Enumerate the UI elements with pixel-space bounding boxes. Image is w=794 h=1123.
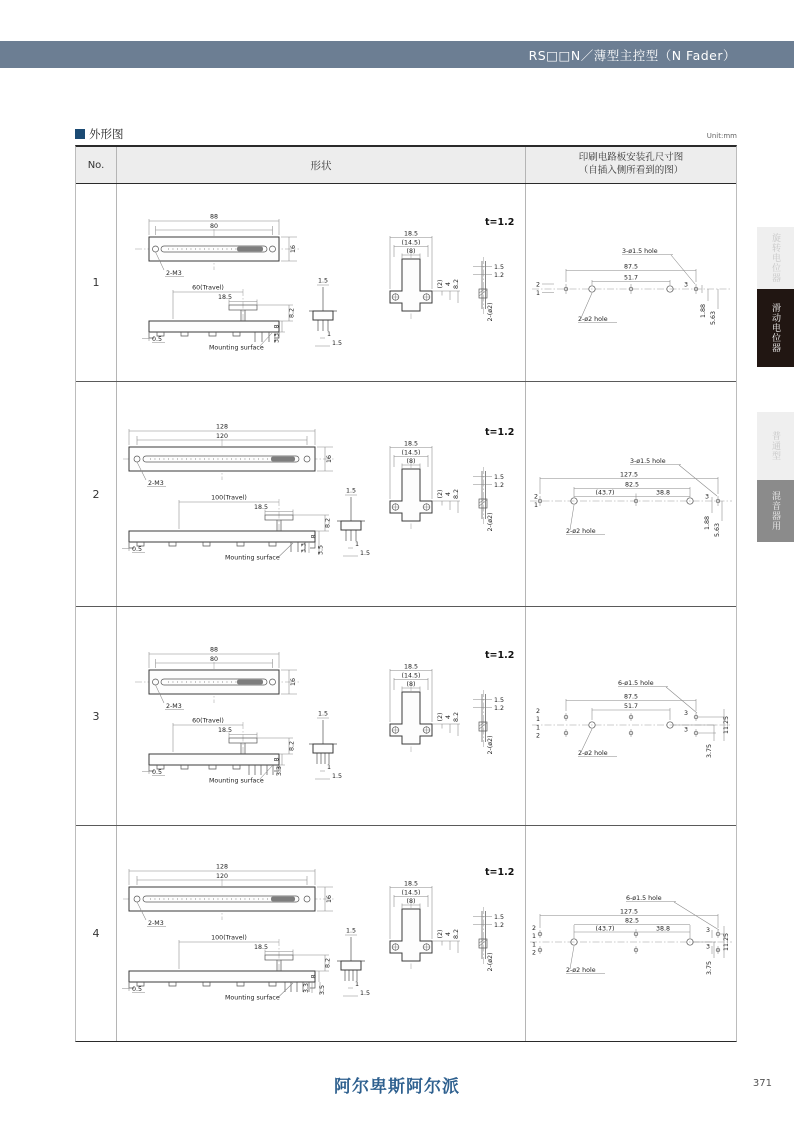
dim-overall: 88 <box>209 213 219 220</box>
sidebar-tab-slide-potentiometer: 滑动电位器 <box>757 289 794 367</box>
page-number: 371 <box>752 1078 772 1089</box>
pcb-dim-len: 87.5 <box>623 263 639 271</box>
sec-dim-w1: 18.5 <box>403 230 419 237</box>
pcb-dim-v2: 11.25 <box>723 715 730 734</box>
pcb-dim-l1: 2 <box>533 493 538 500</box>
dim-pin2: 1.5 <box>332 339 343 347</box>
sec-dim-s2: 1.2 <box>494 921 505 929</box>
sec-dim-v2: 4 <box>445 931 452 936</box>
sec-dim-v1: (2) <box>437 489 444 499</box>
sec-dim-w1: 18.5 <box>403 880 419 887</box>
thickness-label: t=1.2 <box>485 216 515 228</box>
dim-pin1: 1 <box>355 980 360 988</box>
sec-dim-v3: 8.2 <box>453 278 460 289</box>
dim-foot2: 3.5 <box>319 984 326 995</box>
pcb-dim-v2: 5.63 <box>714 522 721 537</box>
sec-dim-v2: 4 <box>445 281 452 286</box>
pcb-dim-l1: 2 <box>535 281 540 289</box>
sidebar-tab-standard-type: 普通型 <box>757 412 794 480</box>
sec-dim-v2: 4 <box>445 714 452 720</box>
section-header <box>75 126 737 142</box>
pcb-dim-v2: 11.25 <box>723 932 730 952</box>
dim-inner: 80 <box>209 656 219 663</box>
dim-edge: 0.5 <box>152 335 163 343</box>
pcb-dim-l2: 1 <box>535 290 540 297</box>
row-number: 4 <box>76 826 117 1041</box>
big-holes-label: 2-ø2 hole <box>578 749 608 757</box>
pcb-dim-v1: 1.88 <box>704 515 711 530</box>
sec-dim-s2: 1.2 <box>494 705 505 712</box>
unit-label: Unit:mm <box>706 132 737 140</box>
thickness-label: t=1.2 <box>485 650 515 661</box>
pcb-dim-l4: 2 <box>535 732 540 739</box>
col-header-no: No. <box>76 147 117 183</box>
mounting-surface-label: Mounting surface <box>225 994 280 1001</box>
dim-pin1: 1 <box>327 764 332 771</box>
pcb-dim-seg2: 38.8 <box>655 925 671 933</box>
dim-foot: 3.3 <box>303 982 310 993</box>
dim-overall: 128 <box>215 423 229 431</box>
dim-height: 16 <box>290 244 297 253</box>
sec-dim-v2: 4 <box>445 491 452 497</box>
small-holes-label: 3-ø1.5 hole <box>622 248 658 255</box>
dim-edge: 0.5 <box>152 769 163 776</box>
dim-foot2: 3.5 <box>317 544 325 556</box>
pcb-dim-l3: 1 <box>531 941 536 949</box>
sec-dim-v1: (2) <box>437 279 444 288</box>
sec-dim-w3: (8) <box>406 897 416 905</box>
dim-pin2: 1.5 <box>332 773 343 780</box>
screw-label: 2-M3 <box>148 480 164 487</box>
sec-dim-w1: 18.5 <box>403 440 419 448</box>
sec-dim-w3: (8) <box>406 681 416 688</box>
sec-dim-w3: (8) <box>406 458 416 465</box>
dim-stem: 1.5 <box>345 927 357 934</box>
pcb-dim-l1: 2 <box>535 707 540 715</box>
row-number: 2 <box>76 382 117 606</box>
dim-travel: 60(Travel) <box>192 717 224 725</box>
mounting-surface-label: Mounting surface <box>225 554 280 562</box>
dim-lever-w: 18.5 <box>253 943 269 951</box>
pcb-dim-span: 82.5 <box>624 481 640 488</box>
dim-inner: 80 <box>209 222 219 230</box>
dim-travel: 100(Travel) <box>211 494 247 502</box>
header-bar <box>0 41 794 68</box>
dim-travel: 100(Travel) <box>211 934 247 941</box>
small-holes-label: 6-ø1.5 hole <box>618 679 654 687</box>
big-holes-label: 2-ø2 hole <box>566 527 596 535</box>
sec-holes-label: 2-(ø2) <box>487 301 494 322</box>
pcb-dim-v1: 3.75 <box>706 743 713 758</box>
screw-label: 2-M3 <box>166 269 182 277</box>
dim-inner: 120 <box>215 433 229 440</box>
pcb-dim-l2: 1 <box>531 933 536 940</box>
pcb-drawing-row1 <box>526 225 736 340</box>
dim-foot: 3.3 <box>300 542 308 554</box>
dim-lever-h: 8.2 <box>324 957 332 968</box>
sec-dim-w2: (14.5) <box>401 672 421 680</box>
dim-pin2: 1.5 <box>360 989 371 997</box>
sec-dim-s1: 1.5 <box>494 913 505 921</box>
pcb-dim-v2: 5.63 <box>710 310 717 326</box>
sec-dim-w1: 18.5 <box>403 663 419 671</box>
dim-stem: 1.5 <box>317 277 329 284</box>
thickness-label: t=1.2 <box>485 866 515 878</box>
dim-lever-h: 8.2 <box>324 517 332 529</box>
pcb-dim-r1: 3 <box>705 927 710 934</box>
pcb-drawing-row3 <box>526 659 736 774</box>
dim-travel: 60(Travel) <box>192 284 224 291</box>
sec-dim-s1: 1.5 <box>494 697 505 704</box>
pcb-dim-len: 87.5 <box>623 693 639 700</box>
shape-drawing-row2 <box>121 419 521 569</box>
pcb-dim-span: 51.7 <box>623 702 639 710</box>
col-header-pcb <box>526 147 736 183</box>
table-header <box>76 147 736 184</box>
pcb-dim-span: 51.7 <box>623 274 639 282</box>
pcb-dim-l3: 1 <box>535 724 540 731</box>
pcb-dim-r1: 3 <box>704 493 709 500</box>
table-row <box>76 381 736 606</box>
sec-dim-v3: 8.2 <box>453 928 460 939</box>
pcb-dim-l2: 1 <box>533 501 538 509</box>
dim-foot: 3.3 <box>276 765 283 777</box>
mounting-surface-label: Mounting surface <box>209 777 264 785</box>
dim-foot: 3.3 <box>273 332 281 343</box>
dim-lever-w: 18.5 <box>253 504 269 511</box>
sidebar-tab-mixer-use: 混音器用 <box>757 480 794 542</box>
pcb-dim-r2: 3 <box>705 943 710 951</box>
dim-lever-h: 8.2 <box>288 307 296 318</box>
sec-dim-s1: 1.5 <box>494 263 505 271</box>
sec-dim-s2: 1.2 <box>494 482 505 489</box>
pcb-dim-r1: 3 <box>683 709 688 717</box>
sec-dim-w3: (8) <box>406 247 416 255</box>
small-holes-label: 3-ø1.5 hole <box>630 457 666 465</box>
table-row <box>76 606 736 825</box>
shape-drawing-row3 <box>121 642 521 790</box>
dim-overall: 88 <box>209 646 219 654</box>
shape-drawing-row4 <box>121 859 521 1009</box>
mounting-surface-label: Mounting surface <box>209 344 264 351</box>
thickness-label: t=1.2 <box>485 427 515 438</box>
page-title: RS□□N／薄型主控型（N Fader） <box>528 47 736 63</box>
dim-edge: 0.5 <box>132 985 143 993</box>
pcb-dim-seg1: (43.7) <box>595 925 615 933</box>
dim-height: 16 <box>290 677 297 687</box>
dim-lever-w: 18.5 <box>217 727 233 734</box>
sec-dim-w2: (14.5) <box>401 449 421 457</box>
dim-pin2: 1.5 <box>360 550 371 557</box>
sec-dim-v1: (2) <box>437 929 444 938</box>
section-title: 外形图 <box>89 127 124 141</box>
dim-body-h: 8 <box>310 973 318 979</box>
sec-dim-w2: (14.5) <box>401 239 421 246</box>
dim-height: 16 <box>326 454 333 464</box>
big-holes-label: 2-ø2 hole <box>566 967 596 974</box>
dim-stem: 1.5 <box>317 710 329 718</box>
pcb-dim-v1: 1.88 <box>700 303 707 319</box>
dim-body-h: 8 <box>273 323 281 329</box>
dim-stem: 1.5 <box>345 487 357 495</box>
screw-label: 2-M3 <box>166 703 182 710</box>
pcb-drawing-row4 <box>526 876 736 991</box>
sec-holes-label: 2-(ø2) <box>487 951 494 972</box>
dim-body-h: 8 <box>310 534 318 539</box>
pcb-dim-v1: 3.75 <box>706 960 713 976</box>
section-bullet-icon <box>75 129 85 139</box>
sec-dim-v1: (2) <box>437 712 444 722</box>
dimension-table <box>75 145 737 1042</box>
dim-overall: 128 <box>215 863 229 870</box>
row-number: 3 <box>76 607 117 825</box>
sec-dim-v3: 8.2 <box>453 711 460 723</box>
sec-dim-s2: 1.2 <box>494 271 505 279</box>
col-header-shape: 形状 <box>117 147 526 183</box>
dim-lever-w: 18.5 <box>217 293 233 301</box>
row-number: 1 <box>76 184 117 381</box>
shape-drawing-row1 <box>121 209 521 357</box>
dim-pin1: 1 <box>327 330 332 338</box>
sec-holes-label: 2-(ø2) <box>487 512 494 532</box>
pcb-dim-len: 127.5 <box>619 471 639 478</box>
pcb-dim-r1: 3 <box>683 281 688 289</box>
dim-edge: 0.5 <box>132 546 143 553</box>
pcb-dim-seg2: 38.8 <box>655 489 671 496</box>
pcb-drawing-row2 <box>526 437 736 552</box>
sec-dim-v3: 8.2 <box>453 488 460 500</box>
dim-inner: 120 <box>215 872 229 880</box>
table-row <box>76 825 736 1041</box>
pcb-dim-len: 127.5 <box>619 908 639 916</box>
sidebar-tab-rotary-potentiometer: 旋转电位器 <box>757 227 794 289</box>
pcb-dim-l4: 2 <box>531 949 536 957</box>
screw-label: 2-M3 <box>148 919 164 927</box>
col-header-pcb-line1: 印刷电路板安装孔尺寸图 <box>578 152 684 164</box>
pcb-dim-span: 82.5 <box>624 917 640 925</box>
dim-pin1: 1 <box>355 541 360 548</box>
pcb-dim-seg1: (43.7) <box>595 489 615 496</box>
sec-dim-w2: (14.5) <box>401 889 421 896</box>
dim-lever-h: 8.2 <box>288 740 296 752</box>
pcb-dim-l1: 2 <box>531 925 536 932</box>
dim-body-h: 8 <box>273 757 281 762</box>
footer-brand-logo: 阿尔卑斯阿尔派 <box>334 1077 460 1097</box>
dim-height: 16 <box>326 894 333 903</box>
col-header-pcb-line2: （自插入侧所看到的图） <box>578 165 684 176</box>
sec-dim-s1: 1.5 <box>494 474 505 481</box>
small-holes-label: 6-ø1.5 hole <box>626 895 662 902</box>
table-row <box>76 184 736 381</box>
sec-holes-label: 2-(ø2) <box>487 735 494 755</box>
pcb-dim-r2: 3 <box>683 726 688 733</box>
pcb-dim-l2: 1 <box>535 715 540 723</box>
big-holes-label: 2-ø2 hole <box>578 316 608 323</box>
